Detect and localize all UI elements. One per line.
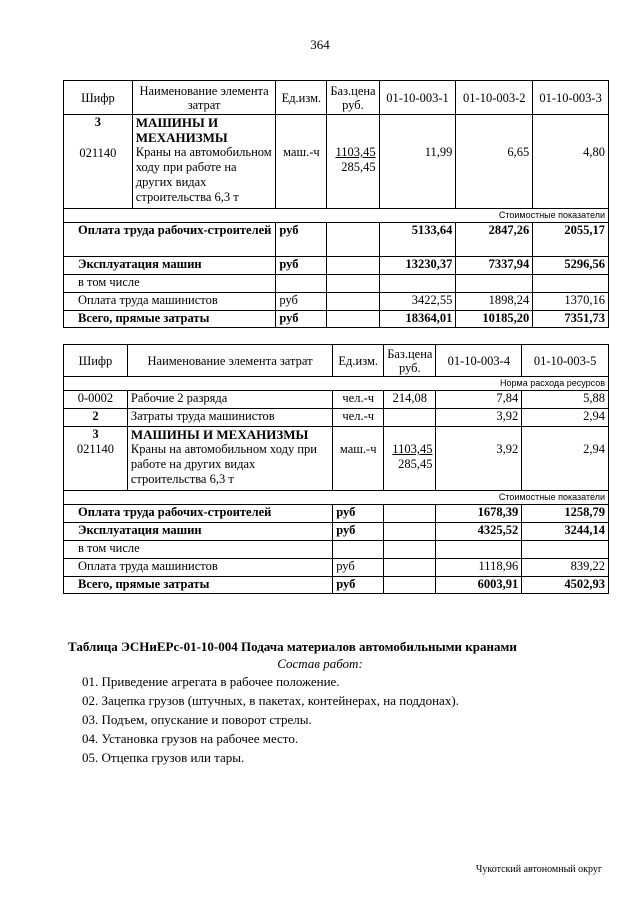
work-step: 03. Подъем, опускание и поворот стрелы. [82,712,312,727]
header-unit: Ед.изм. [333,345,384,377]
cost-unit: руб [333,505,384,523]
cost-unit: руб [276,311,327,328]
cost-row [64,311,609,328]
cost-value: 7337,94 [456,257,533,275]
work-step: 01. Приведение агрегата в рабочее положение. [82,674,340,689]
cost-row [64,577,609,594]
item-price-1: 1103,45 [335,145,376,159]
cost-value: 1898,24 [456,293,533,311]
cost-name: Эксплуатация машин [64,523,333,541]
cost-row [64,223,609,257]
resource-value: 2,94 [522,409,609,427]
resource-unit: чел.-ч [333,391,384,409]
group-code: 3 [92,427,99,441]
item-unit: маш.-ч [339,442,377,456]
resource-name: Рабочие 2 разряда [127,391,332,409]
page-number: 364 [310,37,330,52]
cost-value: 1118,96 [436,559,522,577]
work-step: 05. Отцепка грузов или тары. [82,750,245,765]
cost-value: 2847,26 [456,223,533,257]
cost-value: 2055,17 [533,223,609,257]
group-name: МАШИНЫ И МЕХАНИЗМЫ [130,427,309,442]
cost-row [64,541,609,559]
section-label-row [64,491,609,505]
cost-name: Оплата труда рабочих-строителей [64,505,333,523]
cost-value: 13230,37 [379,257,456,275]
cost-value: 4325,52 [436,523,522,541]
section-label: Стоимостные показатели [64,491,609,505]
cost-name: Всего, прямые затраты [64,577,333,594]
cost-value: 1370,16 [533,293,609,311]
header-col-5: 01-10-003-5 [522,345,609,377]
header-name: Наименование элемента затрат [127,345,332,377]
table-header-row [64,81,609,115]
header-code: Шифр [64,81,133,115]
header-unit: Ед.изм. [276,81,327,115]
cost-unit: руб [276,257,327,275]
cost-unit: руб [333,577,384,594]
cost-value: 839,22 [522,559,609,577]
group-name: МАШИНЫ И МЕХАНИЗМЫ [135,115,228,145]
cost-name: Эксплуатация машин [64,257,276,275]
item-value: 3,92 [496,442,519,456]
cost-row [64,523,609,541]
resource-name: Затраты труда машинистов [127,409,332,427]
table-header-row [64,345,609,377]
item-name: Краны на автомобильном ходу при работе на других видах строительства 6,3 т [135,145,272,204]
cost-row [64,505,609,523]
cost-value: 1678,39 [436,505,522,523]
table-title: Таблица ЭСНиЕРс-01-10-004 Подача материалов автомобильными кранами [68,639,517,654]
item-price-2: 285,45 [398,457,433,471]
item-value: 6,65 [507,145,530,159]
work-step: 04. Установка грузов на рабочее место. [82,731,299,746]
cost-row [64,275,609,293]
machines-group-row [64,427,609,491]
cost-value: 3422,55 [379,293,456,311]
resource-code: 0-0002 [64,391,128,409]
section-label-row [64,209,609,223]
cost-name: в том числе [64,541,333,559]
resource-code: 2 [64,409,128,427]
item-code: 021140 [76,442,114,456]
cost-value: 3244,14 [522,523,609,541]
resource-table-1 [63,80,609,328]
cost-value: 5133,64 [379,223,456,257]
cost-value: 7351,73 [533,311,609,328]
cost-value: 4502,93 [522,577,609,594]
item-value: 11,99 [424,145,453,159]
composition-title: Состав работ: [277,656,363,671]
cost-row [64,559,609,577]
resource-value: 3,92 [436,409,522,427]
header-col-3: 01-10-003-3 [533,81,609,115]
resource-value: 7,84 [436,391,522,409]
item-name: Краны на автомобильном ходу при работе на других видах строительства 6,3 т [130,442,317,486]
cost-value: 5296,56 [533,257,609,275]
header-name: Наименование элемента затрат [132,81,276,115]
item-code: 021140 [79,146,117,160]
item-value: 2,94 [583,442,605,456]
cost-unit: руб [333,559,384,577]
resource-unit: чел.-ч [333,409,384,427]
cost-value: 1258,79 [522,505,609,523]
cost-name: Всего, прямые затраты [64,311,276,328]
item-value: 4,80 [583,145,605,159]
resource-row [64,409,609,427]
cost-name: в том числе [64,275,276,293]
cost-value: 6003,91 [436,577,522,594]
cost-row [64,293,609,311]
header-col-4: 01-10-003-4 [436,345,522,377]
resource-value: 5,88 [522,391,609,409]
resource-row [64,391,609,409]
work-step: 02. Зацепка грузов (штучных, в пакетах, контейнерах, на поддонах). [82,693,459,708]
cost-row [64,257,609,275]
header-col-1: 01-10-003-1 [379,81,456,115]
cost-value: 18364,01 [379,311,456,328]
resource-price: 214,08 [384,391,436,409]
cost-name: Оплата труда рабочих-строителей [64,223,276,257]
cost-unit: руб [276,223,327,257]
cost-value: 10185,20 [456,311,533,328]
header-code: Шифр [64,345,128,377]
group-code: 3 [94,115,102,129]
header-col-2: 01-10-003-2 [456,81,533,115]
cost-unit: руб [276,293,327,311]
resource-table-2 [63,344,609,594]
section-label: Стоимостные показатели [64,209,609,223]
item-price-2: 285,45 [341,160,376,174]
header-price: Баз.цена руб. [327,81,379,115]
footer-region: Чукотский автономный округ [475,864,602,875]
header-price: Баз.цена руб. [384,345,436,377]
cost-name: Оплата труда машинистов [64,559,333,577]
cost-unit: руб [333,523,384,541]
item-unit: маш.-ч [283,145,320,159]
norm-label-row [64,377,609,391]
machines-group-row [64,115,609,209]
cost-name: Оплата труда машинистов [64,293,276,311]
norm-label: Норма расхода ресурсов [64,377,609,391]
item-price-1: 1103,45 [392,442,433,456]
